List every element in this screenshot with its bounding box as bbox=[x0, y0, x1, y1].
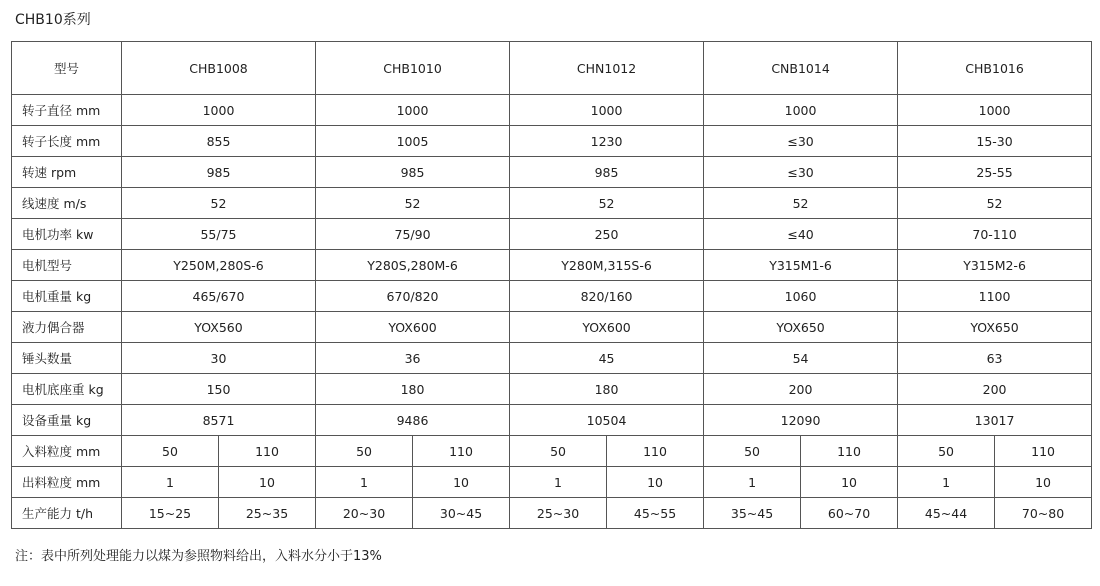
value-cell: 54 bbox=[704, 343, 898, 374]
value-cell: 52 bbox=[122, 188, 316, 219]
table-row bbox=[12, 467, 1092, 498]
value-cell: Y315M1-6 bbox=[704, 250, 898, 281]
row-label-cell: 电机重量 kg bbox=[12, 281, 122, 312]
table-row bbox=[12, 188, 1092, 219]
value-cell: 25-55 bbox=[898, 157, 1092, 188]
value-cell: 10 bbox=[801, 467, 898, 498]
row-label-cell: 电机底座重 kg bbox=[12, 374, 122, 405]
value-cell: 670/820 bbox=[316, 281, 510, 312]
value-cell: 1 bbox=[316, 467, 413, 498]
value-cell: 10 bbox=[413, 467, 510, 498]
value-cell: 1 bbox=[122, 467, 219, 498]
value-cell: 15~25 bbox=[122, 498, 219, 529]
model-header-cell: CHB1010 bbox=[316, 42, 510, 95]
value-cell: 70~80 bbox=[995, 498, 1092, 529]
row-label-cell: 转子直径 mm bbox=[12, 95, 122, 126]
value-cell: 9486 bbox=[316, 405, 510, 436]
value-cell: 180 bbox=[510, 374, 704, 405]
row-label-cell: 设备重量 kg bbox=[12, 405, 122, 436]
value-cell: 45~44 bbox=[898, 498, 995, 529]
value-cell: 63 bbox=[898, 343, 1092, 374]
value-cell: 1 bbox=[898, 467, 995, 498]
value-cell: 10504 bbox=[510, 405, 704, 436]
row-label-cell: 出料粒度 mm bbox=[12, 467, 122, 498]
value-cell: 30 bbox=[122, 343, 316, 374]
value-cell: Y250M,280S-6 bbox=[122, 250, 316, 281]
row-label-cell: 转子长度 mm bbox=[12, 126, 122, 157]
value-cell: YOX600 bbox=[510, 312, 704, 343]
value-cell: 15-30 bbox=[898, 126, 1092, 157]
value-cell: Y280S,280M-6 bbox=[316, 250, 510, 281]
header-label-cell: 型号 bbox=[12, 42, 122, 95]
value-cell: 150 bbox=[122, 374, 316, 405]
row-label-cell: 转速 rpm bbox=[12, 157, 122, 188]
value-cell: 1 bbox=[704, 467, 801, 498]
value-cell: 1 bbox=[510, 467, 607, 498]
footnote: 注：表中所列处理能力以煤为参照物料给出，入料水分小于13% bbox=[15, 549, 382, 564]
value-cell: 70-110 bbox=[898, 219, 1092, 250]
value-cell: 1000 bbox=[704, 95, 898, 126]
value-cell: 1005 bbox=[316, 126, 510, 157]
table-row bbox=[12, 250, 1092, 281]
value-cell: 30~45 bbox=[413, 498, 510, 529]
value-cell: 75/90 bbox=[316, 219, 510, 250]
value-cell: ≤30 bbox=[704, 126, 898, 157]
table-row bbox=[12, 343, 1092, 374]
value-cell: YOX560 bbox=[122, 312, 316, 343]
table-row bbox=[12, 157, 1092, 188]
value-cell: 855 bbox=[122, 126, 316, 157]
value-cell: 985 bbox=[122, 157, 316, 188]
value-cell: 50 bbox=[704, 436, 801, 467]
table-row bbox=[12, 405, 1092, 436]
value-cell: 20~30 bbox=[316, 498, 413, 529]
value-cell: 985 bbox=[316, 157, 510, 188]
row-label-cell: 液力偶合器 bbox=[12, 312, 122, 343]
value-cell: 110 bbox=[607, 436, 704, 467]
value-cell: 1000 bbox=[510, 95, 704, 126]
value-cell: 25~30 bbox=[510, 498, 607, 529]
value-cell: Y315M2-6 bbox=[898, 250, 1092, 281]
table-row bbox=[12, 281, 1092, 312]
model-header-cell: CNB1014 bbox=[704, 42, 898, 95]
row-label-cell: 电机型号 bbox=[12, 250, 122, 281]
value-cell: Y280M,315S-6 bbox=[510, 250, 704, 281]
table-row bbox=[12, 219, 1092, 250]
value-cell: 1000 bbox=[898, 95, 1092, 126]
value-cell: 8571 bbox=[122, 405, 316, 436]
value-cell: 45 bbox=[510, 343, 704, 374]
value-cell: 50 bbox=[510, 436, 607, 467]
value-cell: 25~35 bbox=[219, 498, 316, 529]
value-cell: 60~70 bbox=[801, 498, 898, 529]
value-cell: YOX600 bbox=[316, 312, 510, 343]
value-cell: 10 bbox=[219, 467, 316, 498]
row-label-cell: 入料粒度 mm bbox=[12, 436, 122, 467]
table-row bbox=[12, 374, 1092, 405]
spec-table bbox=[11, 41, 1092, 529]
value-cell: ≤30 bbox=[704, 157, 898, 188]
model-header-cell: CHB1016 bbox=[898, 42, 1092, 95]
value-cell: YOX650 bbox=[704, 312, 898, 343]
value-cell: 50 bbox=[122, 436, 219, 467]
table-header-row bbox=[12, 42, 1092, 95]
page-title: CHB10系列 bbox=[15, 12, 91, 28]
value-cell: 985 bbox=[510, 157, 704, 188]
table-row bbox=[12, 95, 1092, 126]
value-cell: 55/75 bbox=[122, 219, 316, 250]
table-row bbox=[12, 312, 1092, 343]
value-cell: 50 bbox=[898, 436, 995, 467]
value-cell: ≤40 bbox=[704, 219, 898, 250]
value-cell: 35~45 bbox=[704, 498, 801, 529]
value-cell: 52 bbox=[316, 188, 510, 219]
value-cell: 1100 bbox=[898, 281, 1092, 312]
value-cell: 52 bbox=[704, 188, 898, 219]
value-cell: 1000 bbox=[316, 95, 510, 126]
row-label-cell: 生产能力 t/h bbox=[12, 498, 122, 529]
value-cell: 820/160 bbox=[510, 281, 704, 312]
value-cell: 200 bbox=[898, 374, 1092, 405]
row-label-cell: 锤头数量 bbox=[12, 343, 122, 374]
table-row bbox=[12, 436, 1092, 467]
row-label-cell: 线速度 m/s bbox=[12, 188, 122, 219]
value-cell: 250 bbox=[510, 219, 704, 250]
value-cell: 36 bbox=[316, 343, 510, 374]
model-header-cell: CHB1008 bbox=[122, 42, 316, 95]
value-cell: 1230 bbox=[510, 126, 704, 157]
value-cell: 13017 bbox=[898, 405, 1092, 436]
value-cell: 12090 bbox=[704, 405, 898, 436]
value-cell: 1060 bbox=[704, 281, 898, 312]
value-cell: 45~55 bbox=[607, 498, 704, 529]
value-cell: 52 bbox=[510, 188, 704, 219]
value-cell: 50 bbox=[316, 436, 413, 467]
value-cell: 465/670 bbox=[122, 281, 316, 312]
value-cell: 200 bbox=[704, 374, 898, 405]
value-cell: 110 bbox=[413, 436, 510, 467]
value-cell: 52 bbox=[898, 188, 1092, 219]
value-cell: 1000 bbox=[122, 95, 316, 126]
value-cell: YOX650 bbox=[898, 312, 1092, 343]
value-cell: 180 bbox=[316, 374, 510, 405]
model-header-cell: CHN1012 bbox=[510, 42, 704, 95]
row-label-cell: 电机功率 kw bbox=[12, 219, 122, 250]
value-cell: 110 bbox=[801, 436, 898, 467]
value-cell: 10 bbox=[607, 467, 704, 498]
value-cell: 10 bbox=[995, 467, 1092, 498]
table-row bbox=[12, 126, 1092, 157]
value-cell: 110 bbox=[995, 436, 1092, 467]
value-cell: 110 bbox=[219, 436, 316, 467]
table-row bbox=[12, 498, 1092, 529]
